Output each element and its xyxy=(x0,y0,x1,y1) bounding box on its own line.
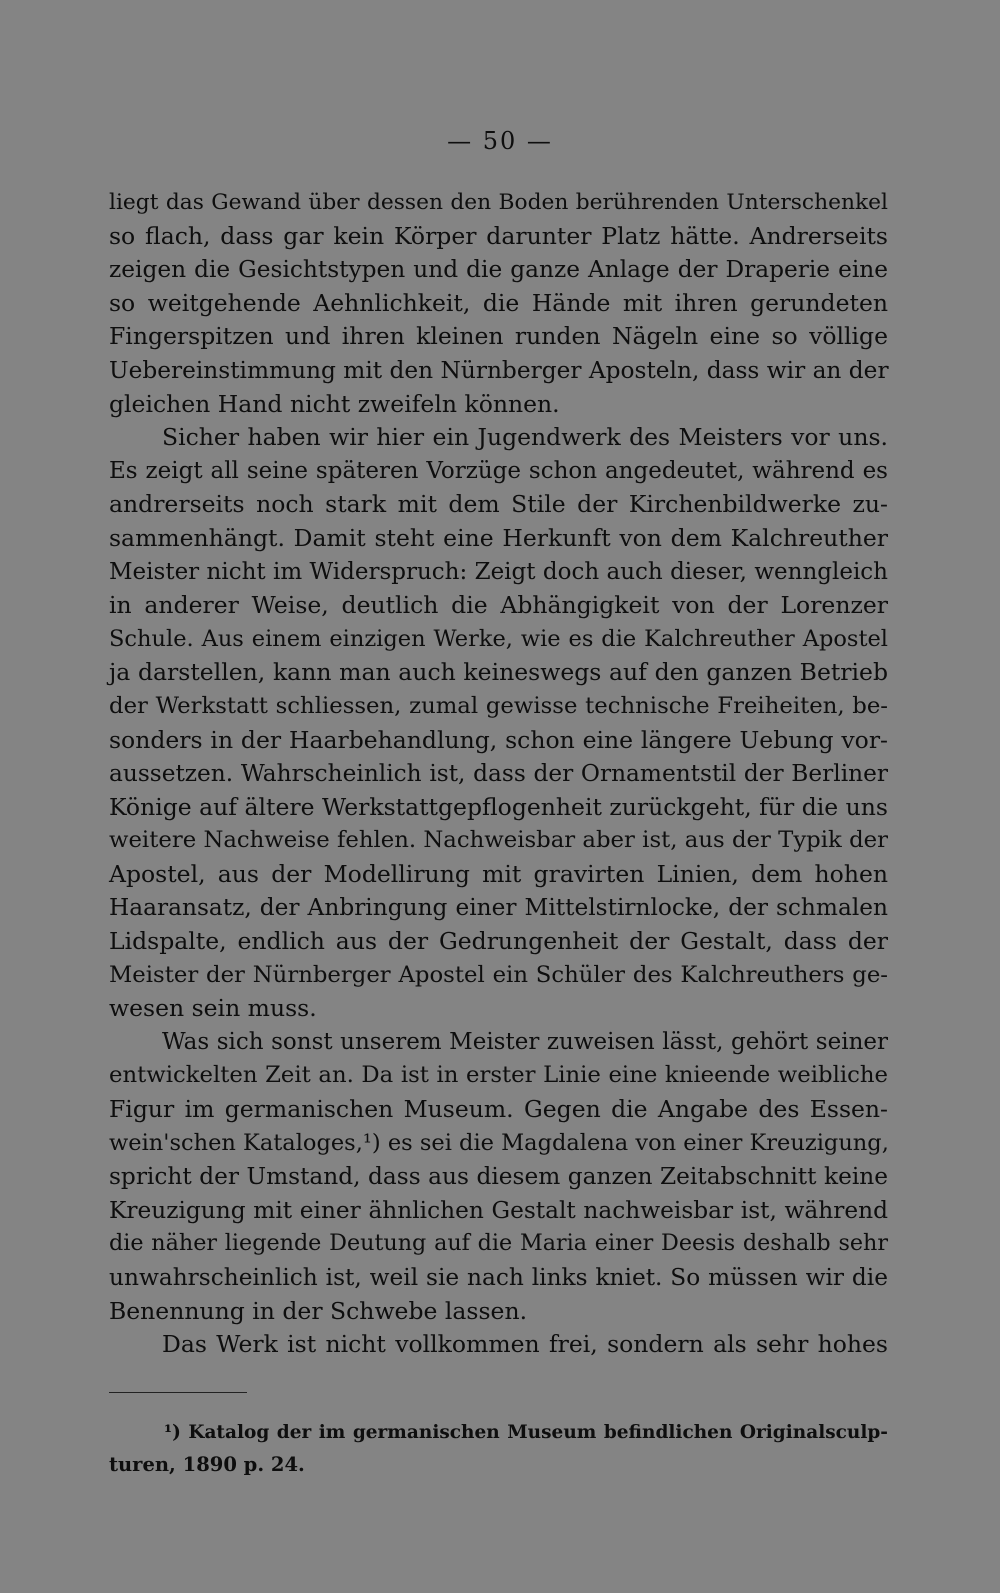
text-line: wesen sein muss. xyxy=(109,994,317,1023)
text-line: Das Werk ist nicht vollkommen frei, sondern als sehr hohes xyxy=(162,1330,888,1359)
footnotes xyxy=(109,1417,888,1481)
footnote-line: ¹) Katalog der im germanischen Museum befindlichen Originalsculp- xyxy=(164,1422,888,1443)
text-line: Meister der Nürnberger Apostel ein Schüler des Kalchreuthers ge- xyxy=(109,961,888,988)
body-text xyxy=(109,186,888,1362)
page-number: — 50 — xyxy=(447,127,553,155)
text-line: zeigen die Gesichtstypen und die ganze Anlage der Draperie eine xyxy=(109,256,888,284)
text-line: unwahrscheinlich ist, weil sie nach links kniet. So müssen wir die xyxy=(109,1264,888,1291)
text-line: Kreuzigung mit einer ähnlichen Gestalt nachweisbar ist, während xyxy=(109,1196,888,1224)
text-line: gleichen Hand nicht zweifeln können. xyxy=(109,389,560,418)
text-line: sammenhängt. Damit steht eine Herkunft von dem Kalchreuther xyxy=(109,523,888,552)
text-line: Sicher haben wir hier ein Jugendwerk des Meisters vor uns. xyxy=(162,423,888,452)
footnote-divider xyxy=(109,1392,247,1393)
text-line: der Werkstatt schliessen, zumal gewisse technische Freiheiten, be- xyxy=(109,692,888,719)
text-line: Apostel, aus der Modellirung mit gravirten Linien, dem hohen xyxy=(109,859,888,888)
text-line: entwickelten Zeit an. Da ist in erster Linie eine knieende weibliche xyxy=(109,1062,888,1089)
text-line: Meister nicht im Widerspruch: Zeigt doch auch dieser, wenngleich xyxy=(109,558,888,585)
text-line: ja darstellen, kann man auch keineswegs auf den ganzen Betrieb xyxy=(109,658,888,687)
text-line: weitere Nachweise fehlen. Nachweisbar aber ist, aus der Typik der xyxy=(109,827,888,854)
text-line: sonders in der Haarbehandlung, schon eine längere Uebung vor- xyxy=(109,725,888,754)
text-line: spricht der Umstand, dass aus diesem ganzen Zeitabschnitt keine xyxy=(109,1163,888,1191)
text-line: Haaransatz, der Anbringung einer Mittelstirnlocke, der schmalen xyxy=(109,894,888,922)
text-line: andrerseits noch stark mit dem Stile der Kirchenbildwerke zu- xyxy=(109,490,888,519)
text-line: Uebereinstimmung mit den Nürnberger Aposteln, dass wir an der xyxy=(109,356,889,384)
text-line: Schule. Aus einem einzigen Werke, wie es die Kalchreuther Apostel xyxy=(109,625,888,652)
text-line: in anderer Weise, deutlich die Abhängigkeit von der Lorenzer xyxy=(109,591,888,620)
text-line: die näher liegende Deutung auf die Maria einer Deesis deshalb sehr xyxy=(109,1230,888,1257)
text-line: Was sich sonst unserem Meister zuweisen lässt, gehört seiner xyxy=(162,1028,888,1055)
text-line: so weitgehende Aehnlichkeit, die Hände mit ihren gerundeten xyxy=(109,288,888,317)
text-line: Es zeigt all seine späteren Vorzüge schon angedeutet, während es xyxy=(109,457,888,484)
text-line: so flach, dass gar kein Körper darunter Platz hätte. Andrerseits xyxy=(109,221,888,250)
text-line: aussetzen. Wahrscheinlich ist, dass der Ornamentstil der Berliner xyxy=(109,760,888,788)
footnote-line: turen, 1890 p. 24. xyxy=(109,1453,305,1476)
text-line: wein'schen Kataloges,¹) es sei die Magdalena von einer Kreuzigung, xyxy=(109,1129,889,1156)
text-line: liegt das Gewand über dessen den Boden berührenden Unterschenkel xyxy=(109,190,888,215)
text-line: Könige auf ältere Werkstattgepflogenheit zurückgeht, für die uns xyxy=(109,792,888,821)
text-line: Benennung in der Schwebe lassen. xyxy=(109,1296,528,1325)
text-line: Lidspalte, endlich aus der Gedrungenheit der Gestalt, dass der xyxy=(109,927,888,956)
text-line: Fingerspitzen und ihren kleinen runden Nägeln eine so völlige xyxy=(109,322,888,351)
text-line: Figur im germanischen Museum. Gegen die Angabe des Essen- xyxy=(109,1095,888,1124)
